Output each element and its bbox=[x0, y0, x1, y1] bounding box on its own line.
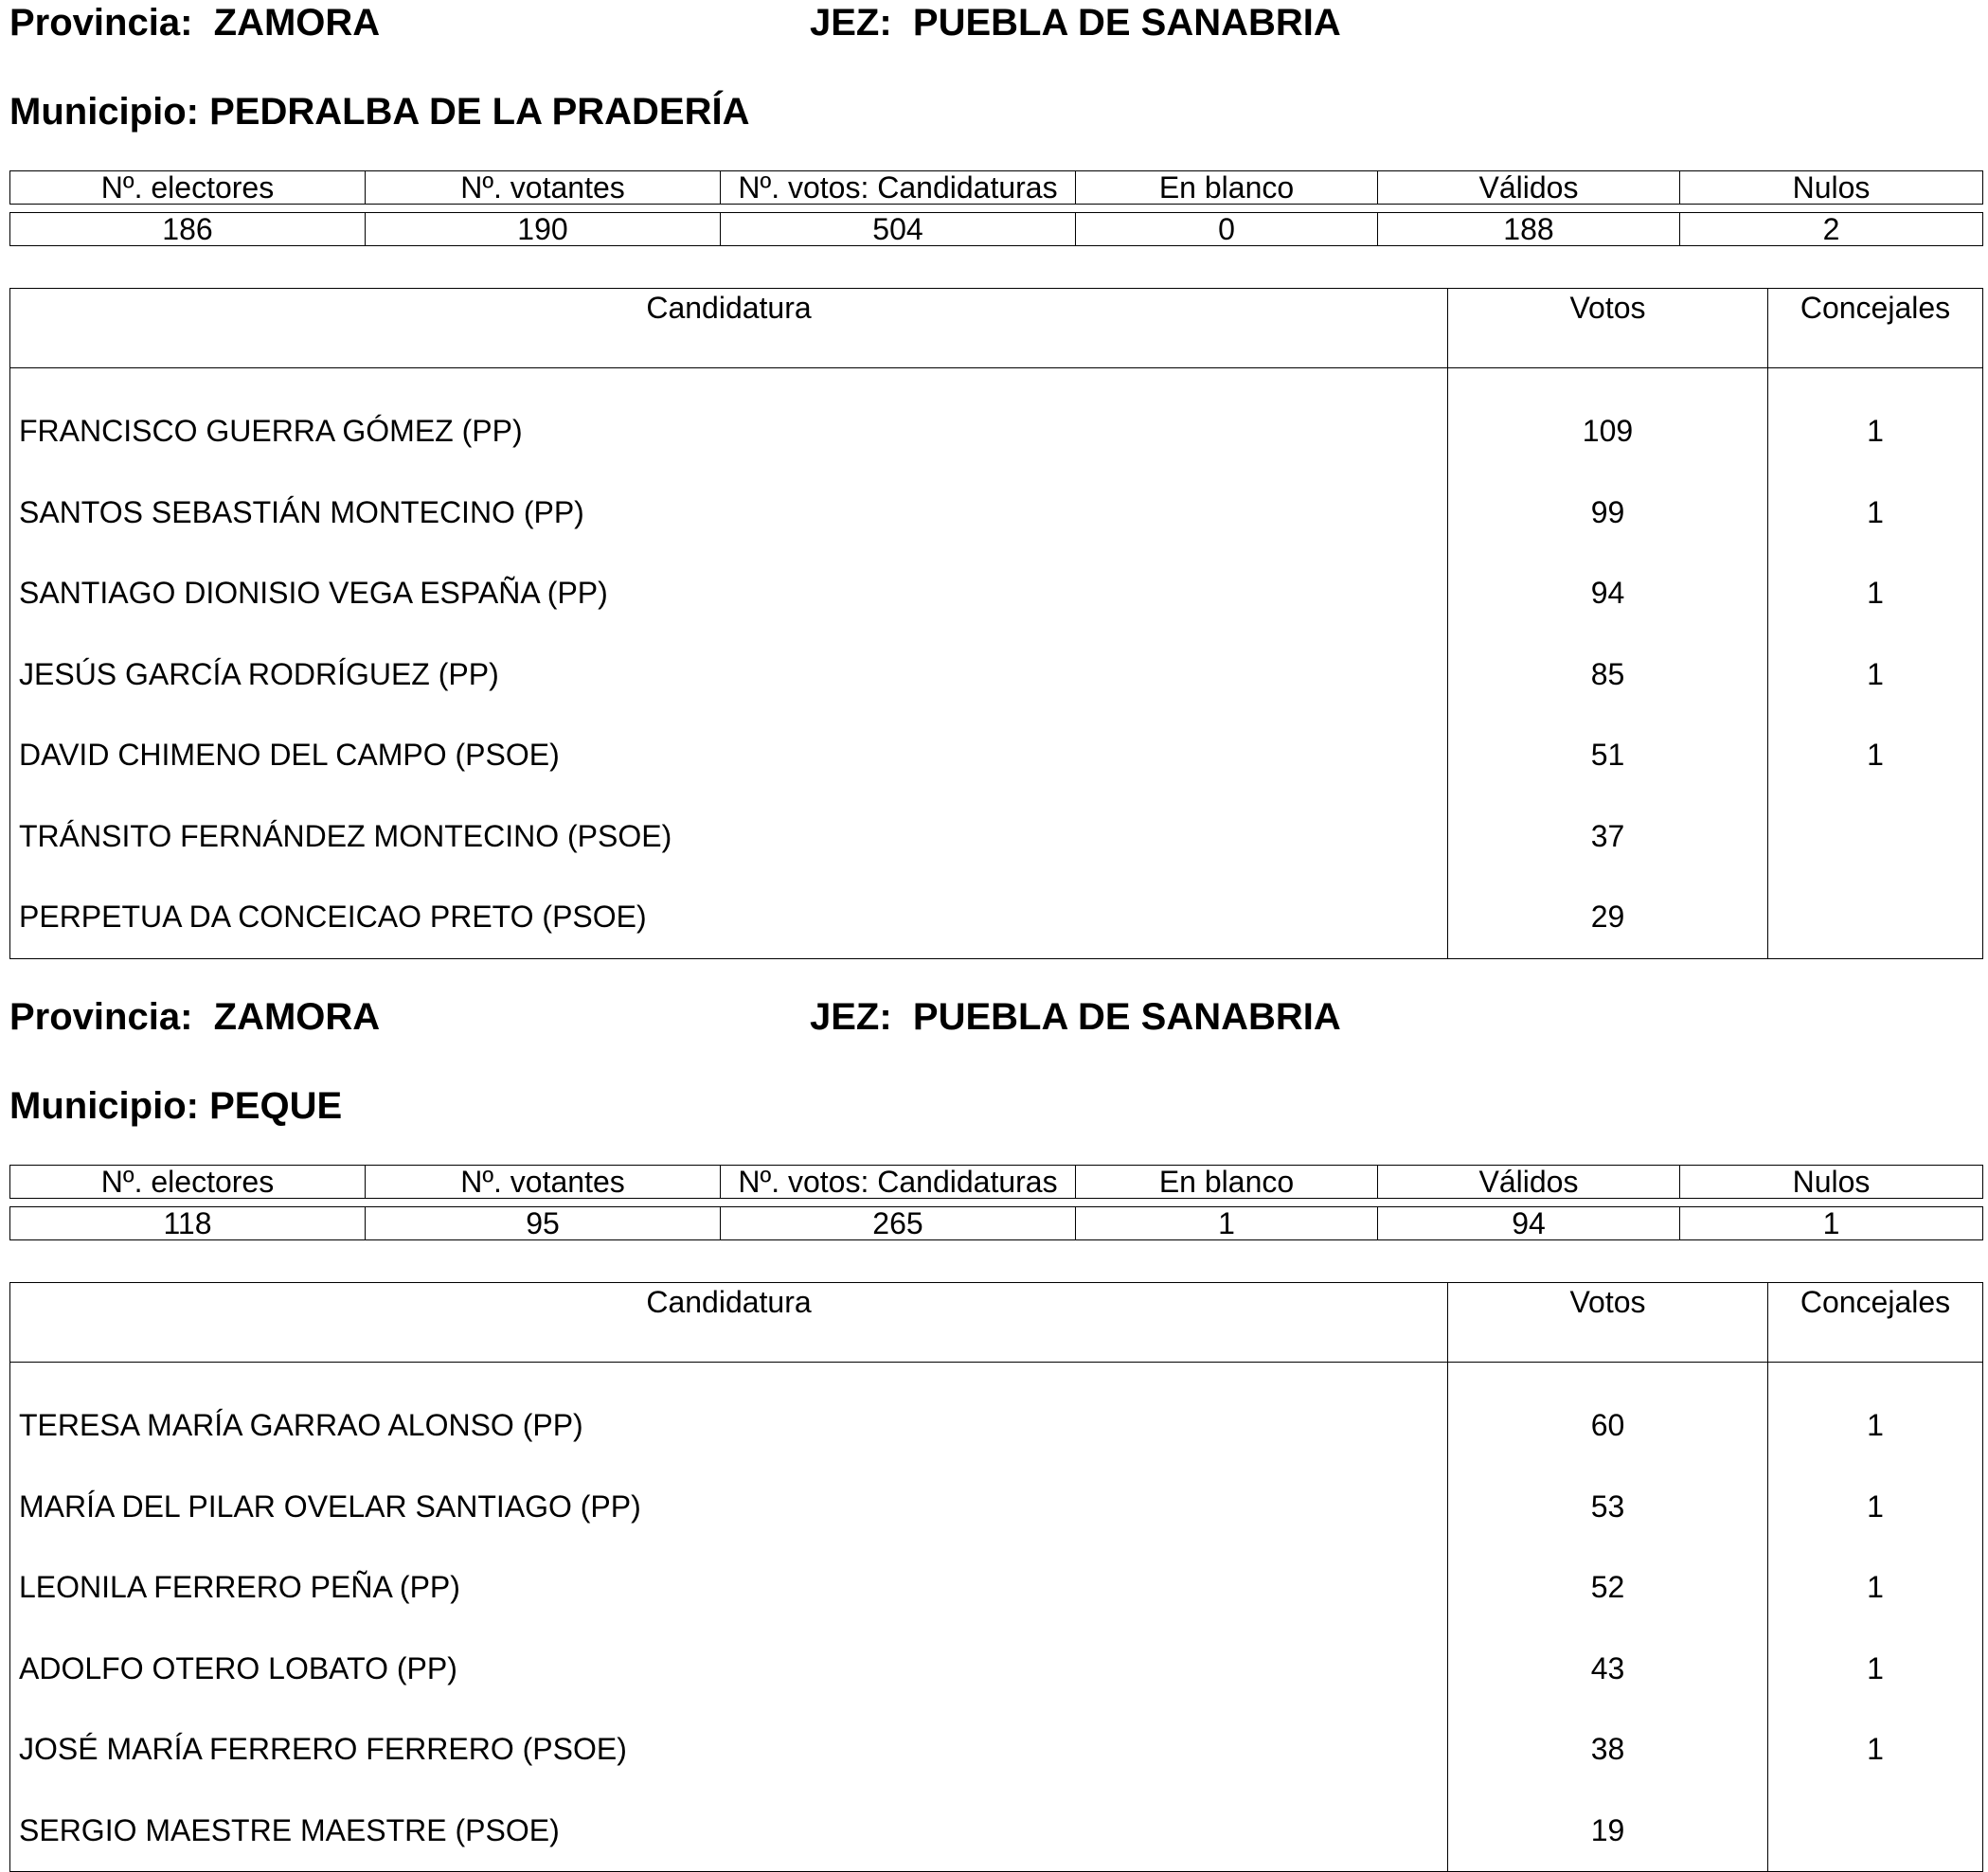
summary-header-cell: En blanco bbox=[1076, 171, 1378, 205]
municipio-heading bbox=[9, 1083, 342, 1129]
candidate-concejales bbox=[1768, 877, 1983, 958]
jez-heading bbox=[810, 0, 1341, 45]
summary-header-cell: Nulos bbox=[1680, 1166, 1983, 1199]
candidate-votes: 51 bbox=[1448, 715, 1768, 796]
jez-value: PUEBLA DE SANABRIA bbox=[912, 2, 1341, 44]
summary-values-table bbox=[9, 1206, 1983, 1240]
jez-heading bbox=[810, 994, 1341, 1040]
candidate-concejales: 1 bbox=[1768, 1709, 1983, 1791]
concejales-header: Concejales bbox=[1768, 289, 1983, 368]
table-row bbox=[10, 796, 1983, 878]
summary-header-table bbox=[9, 1165, 1983, 1199]
candidate-votes: 109 bbox=[1448, 368, 1768, 472]
candidate-votes: 85 bbox=[1448, 634, 1768, 716]
provincia-heading bbox=[9, 994, 380, 1040]
jez-value: PUEBLA DE SANABRIA bbox=[912, 996, 1341, 1038]
summary-header-cell: Válidos bbox=[1378, 171, 1680, 205]
summary-value-cell: 94 bbox=[1378, 1207, 1680, 1240]
summary-header-cell: Nº. votantes bbox=[366, 1166, 721, 1199]
summary-header-cell: Nº. votos: Candidaturas bbox=[721, 1166, 1076, 1199]
summary-value-cell: 186 bbox=[10, 213, 366, 246]
summary-value-cell: 188 bbox=[1378, 213, 1680, 246]
jez-label: JEZ: bbox=[810, 996, 892, 1038]
provincia-value: ZAMORA bbox=[213, 996, 381, 1038]
candidate-votes: 37 bbox=[1448, 796, 1768, 878]
summary-header-cell: Nulos bbox=[1680, 171, 1983, 205]
summary-value-cell: 504 bbox=[721, 213, 1076, 246]
candidate-name: JOSÉ MARÍA FERRERO FERRERO (PSOE) bbox=[19, 1732, 627, 1767]
candidates-header-row bbox=[10, 289, 1983, 368]
summary-header-row bbox=[10, 171, 1983, 205]
summary-values-row bbox=[10, 1207, 1983, 1240]
municipio-heading bbox=[9, 89, 749, 134]
candidate-concejales: 1 bbox=[1768, 472, 1983, 554]
table-row bbox=[10, 1467, 1983, 1548]
candidate-concejales bbox=[1768, 796, 1983, 878]
table-row bbox=[10, 715, 1983, 796]
candidate-name: TRÁNSITO FERNÁNDEZ MONTECINO (PSOE) bbox=[19, 818, 672, 853]
candidate-votes: 99 bbox=[1448, 472, 1768, 554]
candidate-votes: 60 bbox=[1448, 1363, 1768, 1467]
summary-values-table bbox=[9, 212, 1983, 246]
provincia-heading bbox=[9, 0, 380, 45]
candidate-concejales bbox=[1768, 1791, 1983, 1872]
concejales-header: Concejales bbox=[1768, 1283, 1983, 1363]
candidate-votes: 19 bbox=[1448, 1791, 1768, 1872]
table-row bbox=[10, 1629, 1983, 1710]
candidatura-header: Candidatura bbox=[10, 1283, 1448, 1363]
provincia-label: Provincia: bbox=[9, 996, 193, 1038]
candidate-name: SANTIAGO DIONISIO VEGA ESPAÑA (PP) bbox=[19, 576, 608, 611]
candidates-table bbox=[9, 288, 1983, 959]
table-row bbox=[10, 553, 1983, 634]
municipio-label: Municipio: bbox=[9, 1085, 199, 1127]
votos-header: Votos bbox=[1448, 1283, 1768, 1363]
candidate-name: LEONILA FERRERO PEÑA (PP) bbox=[19, 1570, 460, 1605]
candidate-name: FRANCISCO GUERRA GÓMEZ (PP) bbox=[19, 414, 523, 449]
candidate-name: MARÍA DEL PILAR OVELAR SANTIAGO (PP) bbox=[19, 1489, 641, 1524]
candidate-concejales: 1 bbox=[1768, 1363, 1983, 1467]
municipio-value: PEQUE bbox=[209, 1085, 343, 1127]
table-row bbox=[10, 634, 1983, 716]
candidate-name: SERGIO MAESTRE MAESTRE (PSOE) bbox=[19, 1812, 560, 1847]
candidate-votes: 52 bbox=[1448, 1547, 1768, 1629]
summary-value-cell: 1 bbox=[1076, 1207, 1378, 1240]
table-row bbox=[10, 1547, 1983, 1629]
candidate-votes: 38 bbox=[1448, 1709, 1768, 1791]
table-row bbox=[10, 1709, 1983, 1791]
summary-values-row bbox=[10, 213, 1983, 246]
candidates-table bbox=[9, 1282, 1983, 1872]
candidate-name: SANTOS SEBASTIÁN MONTECINO (PP) bbox=[19, 494, 584, 529]
summary-header-cell: Nº. electores bbox=[10, 171, 366, 205]
candidate-concejales: 1 bbox=[1768, 1467, 1983, 1548]
summary-header-table bbox=[9, 170, 1983, 205]
municipio-label: Municipio: bbox=[9, 91, 199, 133]
summary-header-cell: Nº. electores bbox=[10, 1166, 366, 1199]
summary-value-cell: 118 bbox=[10, 1207, 366, 1240]
candidate-concejales: 1 bbox=[1768, 1547, 1983, 1629]
candidate-concejales: 1 bbox=[1768, 368, 1983, 472]
table-row bbox=[10, 1791, 1983, 1872]
summary-header-cell: Nº. votantes bbox=[366, 171, 721, 205]
candidate-name: TERESA MARÍA GARRAO ALONSO (PP) bbox=[19, 1408, 583, 1443]
provincia-label: Provincia: bbox=[9, 2, 193, 44]
jez-label: JEZ: bbox=[810, 2, 892, 44]
candidate-votes: 29 bbox=[1448, 877, 1768, 958]
summary-value-cell: 95 bbox=[366, 1207, 721, 1240]
summary-header-cell: En blanco bbox=[1076, 1166, 1378, 1199]
summary-value-cell: 0 bbox=[1076, 213, 1378, 246]
summary-header-cell: Nº. votos: Candidaturas bbox=[721, 171, 1076, 205]
votos-header: Votos bbox=[1448, 289, 1768, 368]
candidate-concejales: 1 bbox=[1768, 715, 1983, 796]
summary-value-cell: 190 bbox=[366, 213, 721, 246]
table-row bbox=[10, 368, 1983, 472]
table-row bbox=[10, 877, 1983, 958]
table-row bbox=[10, 1363, 1983, 1467]
candidate-concejales: 1 bbox=[1768, 553, 1983, 634]
summary-value-cell: 2 bbox=[1680, 213, 1983, 246]
candidate-votes: 94 bbox=[1448, 553, 1768, 634]
candidates-header-row bbox=[10, 1283, 1983, 1363]
candidate-concejales: 1 bbox=[1768, 1629, 1983, 1710]
table-row bbox=[10, 472, 1983, 554]
candidate-name: DAVID CHIMENO DEL CAMPO (PSOE) bbox=[19, 738, 560, 773]
provincia-value: ZAMORA bbox=[213, 2, 381, 44]
summary-header-row bbox=[10, 1166, 1983, 1199]
municipio-value: PEDRALBA DE LA PRADERÍA bbox=[209, 91, 750, 133]
candidate-name: JESÚS GARCÍA RODRÍGUEZ (PP) bbox=[19, 656, 499, 691]
candidate-name: PERPETUA DA CONCEICAO PRETO (PSOE) bbox=[19, 900, 647, 935]
candidate-votes: 43 bbox=[1448, 1629, 1768, 1710]
candidate-votes: 53 bbox=[1448, 1467, 1768, 1548]
summary-value-cell: 1 bbox=[1680, 1207, 1983, 1240]
candidatura-header: Candidatura bbox=[10, 289, 1448, 368]
summary-header-cell: Válidos bbox=[1378, 1166, 1680, 1199]
candidate-concejales: 1 bbox=[1768, 634, 1983, 716]
candidate-name: ADOLFO OTERO LOBATO (PP) bbox=[19, 1650, 457, 1685]
summary-value-cell: 265 bbox=[721, 1207, 1076, 1240]
